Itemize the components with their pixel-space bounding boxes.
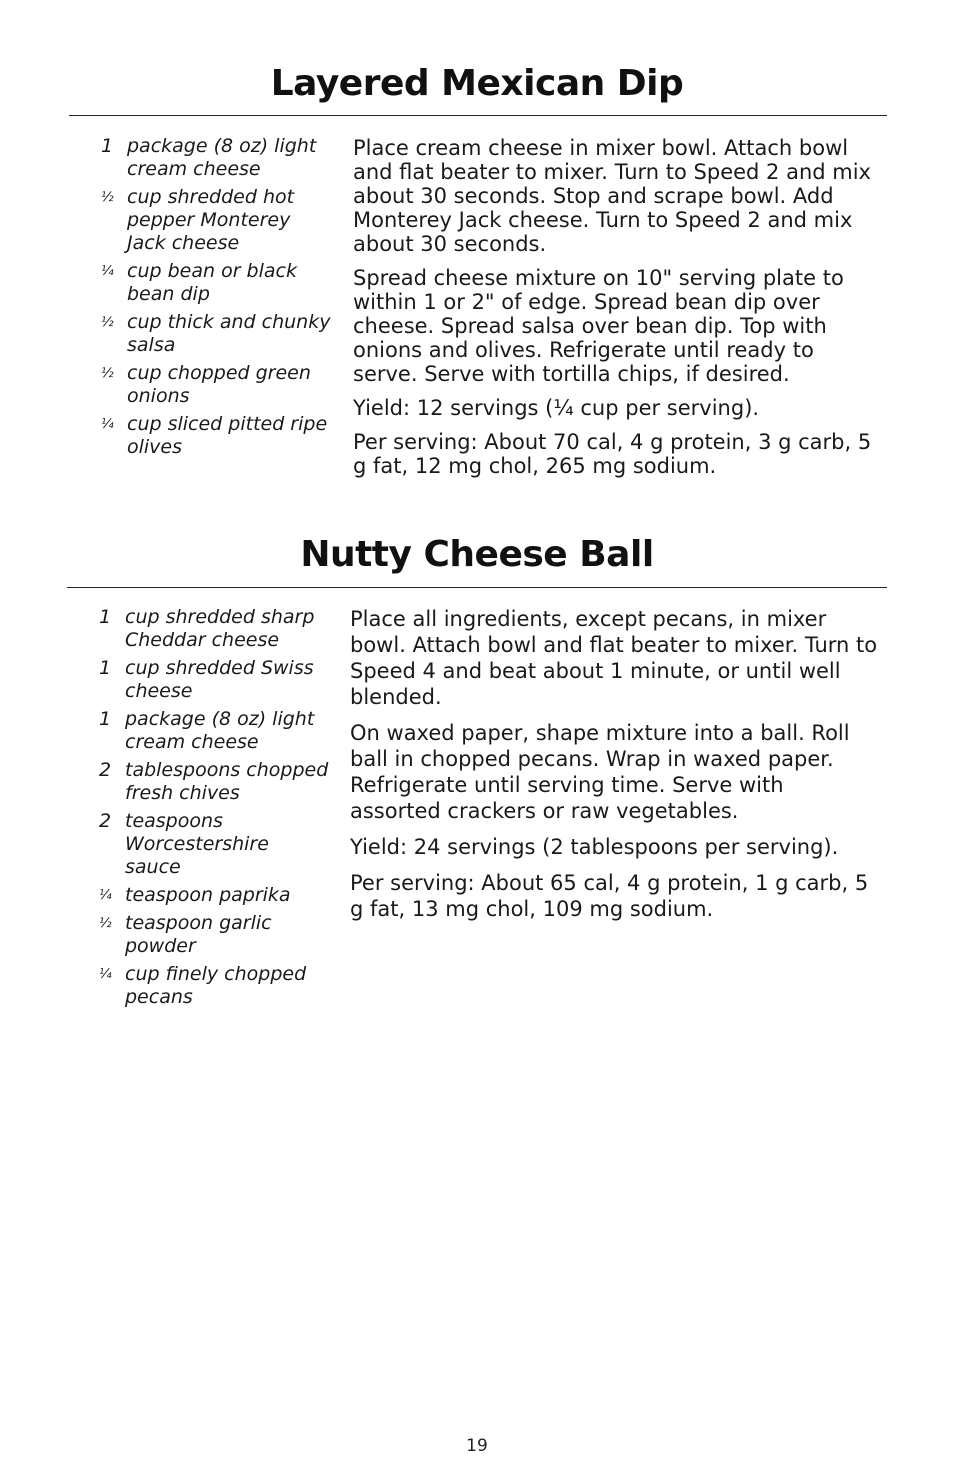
ingredient-list [99, 606, 329, 1014]
ingredient-item [101, 362, 331, 408]
title-divider [69, 115, 887, 116]
recipe-title: Nutty Cheese Ball [300, 534, 654, 575]
ingredient-item [99, 884, 329, 907]
yield-text: Yield: 12 servings (¼ cup per serving). [353, 396, 760, 420]
ingredient-quantity: ¼ [101, 264, 114, 279]
instructions [350, 606, 880, 932]
ingredient-description: cup finely chopped pecans [125, 963, 307, 1008]
ingredient-description: teaspoons Worcestershire sauce [125, 810, 269, 878]
ingredient-item [99, 810, 329, 879]
ingredient-quantity: ¼ [99, 888, 112, 903]
ingredient-description: teaspoon garlic powder [125, 912, 272, 957]
ingredient-quantity: ¼ [99, 967, 112, 982]
ingredient-description: cup bean or black bean dip [127, 260, 297, 305]
page-number: 19 [466, 1436, 488, 1456]
ingredient-quantity: 1 [99, 708, 112, 730]
ingredient-description: package (8 oz) light cream cheese [127, 135, 317, 180]
instruction-paragraph: On waxed paper, shape mixture into a ball. Roll ball in chopped pecans. Wrap in waxed paper. Refrigerate until serving time. Serve with assorted crackers or raw vegetables. [350, 721, 850, 823]
ingredient-description: teaspoon paprika [125, 884, 291, 906]
ingredient-quantity: ½ [101, 366, 114, 381]
nutrition-text: Per serving: About 70 cal, 4 g protein, 3 g carb, 5 g fat, 12 mg chol, 265 mg sodium. [353, 430, 872, 478]
ingredient-description: cup chopped green onions [127, 362, 311, 407]
ingredient-item [99, 963, 329, 1009]
ingredient-item [99, 759, 329, 805]
recipe-title: Layered Mexican Dip [270, 63, 684, 104]
ingredient-list [101, 135, 331, 464]
ingredient-quantity: ¼ [101, 417, 114, 432]
nutrition-text: Per serving: About 65 cal, 4 g protein, 1 g carb, 5 g fat, 13 mg chol, 109 mg sodium. [350, 871, 869, 921]
ingredient-description: cup shredded Swiss cheese [125, 657, 314, 702]
instruction-paragraph: Place all ingredients, except pecans, in mixer bowl. Attach bowl and flat beater to mixer. Turn to Speed 4 and beat about 1 minute, or until well blended. [350, 607, 878, 709]
ingredient-item [101, 135, 331, 181]
ingredient-description: cup shredded hot pepper Monterey Jack cheese [127, 186, 295, 254]
ingredient-item [101, 260, 331, 306]
ingredient-item [101, 186, 331, 255]
ingredient-item [101, 413, 331, 459]
ingredient-item [99, 912, 329, 958]
ingredient-quantity: ½ [101, 315, 114, 330]
instruction-paragraph: Spread cheese mixture on 10" serving plate to within 1 or 2" of edge. Spread bean dip over cheese. Spread salsa over bean dip. Top with onions and olives. Refrigerate until ready to serve. Serve with tortilla chips, if desired. [353, 266, 844, 386]
ingredient-item [99, 708, 329, 754]
ingredient-item [99, 606, 329, 652]
ingredient-quantity: 1 [101, 135, 114, 157]
ingredient-quantity: ½ [99, 916, 112, 931]
ingredient-description: package (8 oz) light cream cheese [125, 708, 315, 753]
ingredient-description: cup thick and chunky salsa [127, 311, 331, 356]
title-divider [67, 587, 887, 588]
ingredient-description: tablespoons chopped fresh chives [125, 759, 329, 804]
yield-text: Yield: 24 servings (2 tablespoons per serving). [350, 835, 839, 859]
ingredient-quantity: 1 [99, 657, 112, 679]
ingredient-quantity: 2 [99, 810, 112, 832]
ingredient-description: cup sliced pitted ripe olives [127, 413, 328, 458]
ingredient-description: cup shredded sharp Cheddar cheese [125, 606, 315, 651]
instruction-paragraph: Place cream cheese in mixer bowl. Attach bowl and flat beater to mixer. Turn to Speed 2 and mix about 30 seconds. Stop and scrape bowl. Add Monterey Jack cheese. Turn to Speed 2 and mix about 30 seconds. [353, 136, 871, 256]
ingredient-item [101, 311, 331, 357]
ingredient-quantity: ½ [101, 190, 114, 205]
instructions [353, 136, 883, 488]
ingredient-quantity: 1 [99, 606, 112, 628]
ingredient-item [99, 657, 329, 703]
ingredient-quantity: 2 [99, 759, 112, 781]
